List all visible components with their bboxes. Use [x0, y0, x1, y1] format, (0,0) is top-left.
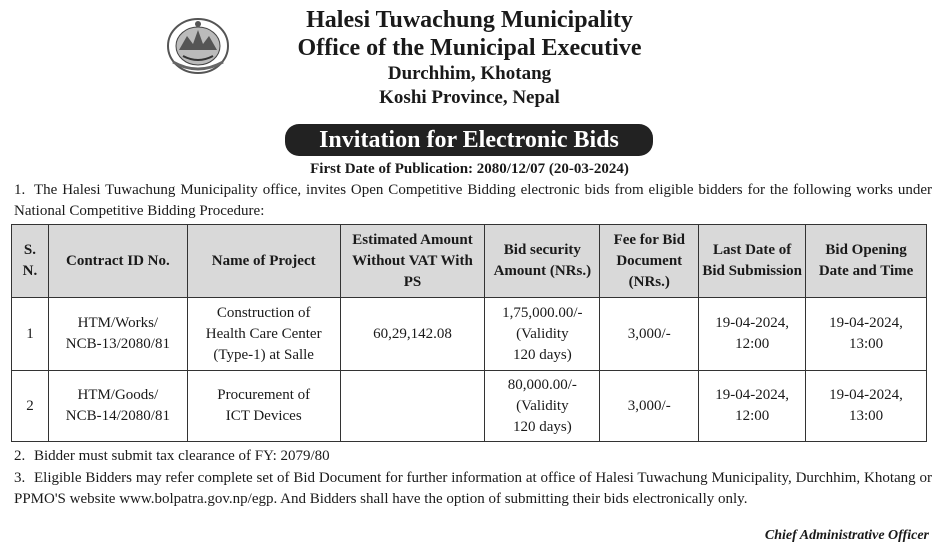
cell-line: HTM/Goods/	[77, 387, 159, 403]
header-last-date: Last Date of Bid Submission	[699, 225, 806, 298]
cell-line: 19-04-2024,	[715, 315, 790, 331]
notice-header	[0, 6, 939, 110]
cell-line: 120 days)	[512, 418, 572, 435]
header-estimated-amount: Estimated Amount Without VAT With PS	[340, 225, 485, 298]
header-opening-date: Bid Opening Date and Time	[806, 225, 927, 298]
header-document-fee: Fee for Bid Document (NRs.)	[600, 225, 699, 298]
bids-table	[11, 224, 927, 442]
cell-line: (Type-1) at Salle	[213, 346, 314, 363]
address-line-1: Durchhim, Khotang	[387, 63, 552, 84]
cell-line: NCB-14/2080/81	[65, 408, 170, 424]
cell-document-fee: 3,000/-	[600, 371, 699, 442]
paragraph-number: 2.	[14, 448, 26, 464]
paragraph-text: Eligible Bidders may refer complete set of Bid Document for further information at office of Halesi Tuwachung Municipality, Durchhim, Khotang or PPMO'S website www.bolpatra.gov.np/egp. And Bidders shall have the option of submitting their bids electronically only.	[14, 470, 932, 507]
cell-opening-date	[806, 298, 927, 371]
cell-line: 13:00	[848, 408, 884, 424]
cell-bid-security	[485, 298, 600, 371]
paragraph-text: The Halesi Tuwachung Municipality office, invites Open Competitive Bidding electronic bids from eligible bidders for the following works under National Competitive Bidding Procedure:	[14, 182, 932, 219]
table-row	[12, 298, 927, 371]
cell-line: 19-04-2024,	[829, 387, 903, 403]
cell-contract-id	[48, 371, 187, 442]
address-line-2: Koshi Province, Nepal	[379, 87, 560, 108]
header-sn: S. N.	[12, 225, 49, 298]
paragraph-number: 3.	[14, 470, 26, 486]
cell-project-name	[187, 371, 340, 442]
paragraph-text: Bidder must submit tax clearance of FY: 2079/80	[34, 448, 330, 464]
cell-line: 1,75,000.00/-	[502, 304, 583, 321]
cell-line: HTM/Works/	[77, 315, 159, 331]
cell-line: 12:00	[735, 336, 770, 352]
table-header-row	[12, 225, 927, 298]
cell-estimated-amount: 60,29,142.08	[340, 298, 485, 371]
cell-line: 80,000.00/-	[507, 376, 577, 393]
office-name: Office of the Municipal Executive	[297, 35, 642, 61]
cell-estimated-amount	[340, 371, 485, 442]
cell-last-date	[699, 298, 806, 371]
municipality-name: Halesi Tuwachung Municipality	[306, 7, 633, 33]
paragraph-3	[14, 468, 932, 510]
header-project-name: Name of Project	[187, 225, 340, 298]
cell-contract-id	[48, 298, 187, 371]
cell-last-date	[699, 371, 806, 442]
cell-opening-date	[806, 371, 927, 442]
signatory-title: Chief Administrative Officer	[764, 528, 929, 543]
header-contract-id: Contract ID No.	[48, 225, 187, 298]
cell-line: ICT Devices	[225, 408, 302, 424]
table-row	[12, 371, 927, 442]
cell-line: 120 days)	[512, 346, 572, 363]
cell-line: 19-04-2024,	[715, 387, 790, 403]
cell-sn: 1	[12, 298, 49, 371]
cell-line: (Validity	[516, 397, 569, 414]
cell-sn: 2	[12, 371, 49, 442]
notice-title-banner: Invitation for Electronic Bids	[285, 124, 653, 156]
cell-bid-security	[485, 371, 600, 442]
cell-document-fee: 3,000/-	[600, 298, 699, 371]
header-bid-security: Bid security Amount (NRs.)	[485, 225, 600, 298]
cell-line: 13:00	[848, 336, 884, 352]
cell-line: Construction of	[216, 304, 311, 321]
cell-line: Health Care Center	[205, 325, 322, 342]
cell-project-name	[187, 298, 340, 371]
publication-date: First Date of Publication: 2080/12/07 (20-03-2024)	[310, 161, 629, 177]
cell-line: 19-04-2024,	[829, 315, 903, 331]
cell-line: 12:00	[735, 408, 770, 424]
paragraph-1	[14, 180, 932, 222]
paragraph-number: 1.	[14, 182, 26, 198]
cell-line: Procurement of	[217, 387, 311, 403]
paragraph-2	[14, 446, 932, 467]
cell-line: NCB-13/2080/81	[65, 336, 170, 352]
cell-line: (Validity	[516, 325, 569, 342]
